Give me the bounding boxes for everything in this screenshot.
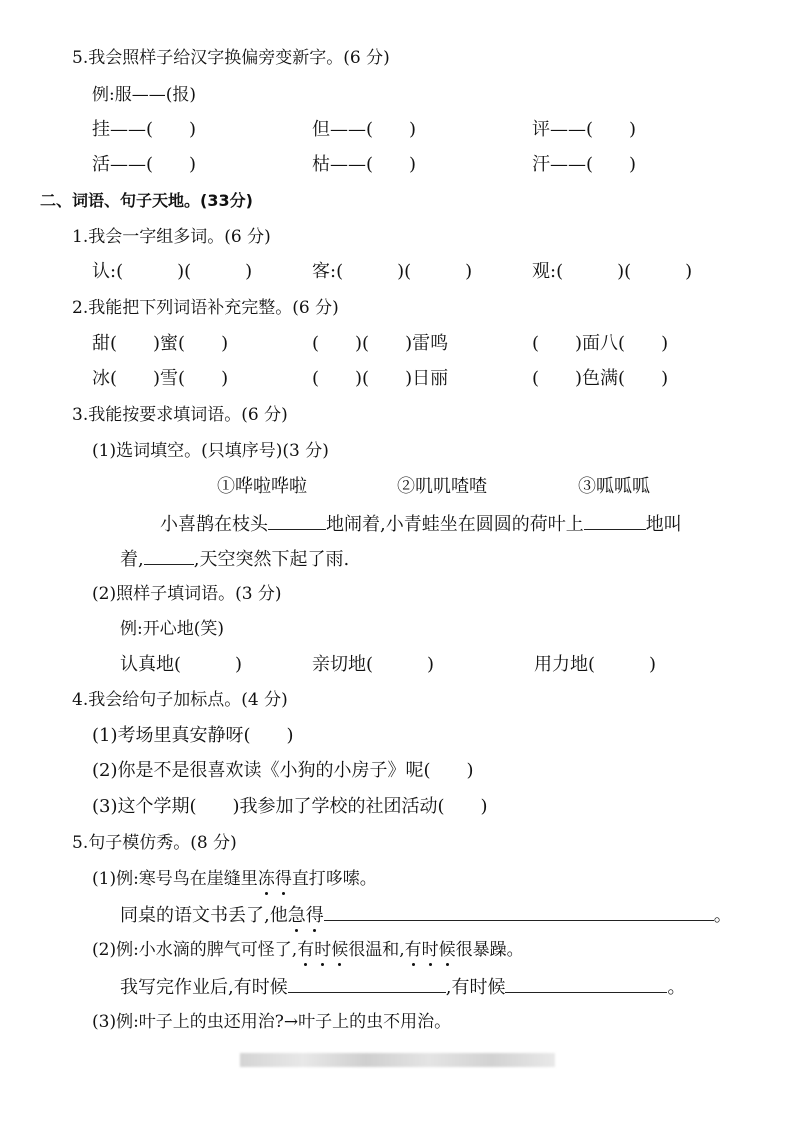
q5-fill1-dotted <box>288 905 324 926</box>
q3-option-3: ③呱呱呱 <box>578 476 650 497</box>
q4-item-3[interactable]: (3)这个学期( )我参加了学校的社团活动( ) <box>92 796 488 817</box>
q5-fill2-mid: ,有时候 <box>445 977 506 998</box>
q3-part2-item-2[interactable]: 亲切地( ) <box>312 654 435 675</box>
q3-sentence-e: ,天空突然下起了雨. <box>193 549 350 570</box>
q5-fill1-end: 。 <box>713 905 732 926</box>
q5-example-3-clip <box>0 1012 793 1030</box>
q5-top-example: 例:服——(报) <box>92 85 196 105</box>
q5-ex2-dotted-2 <box>405 940 456 960</box>
q5-ex2-dotted-1 <box>297 940 348 960</box>
emphasis-char: 候 <box>438 940 456 960</box>
emphasis-char: 急 <box>287 905 306 926</box>
q2-row1-c[interactable]: ( )面八( ) <box>532 333 669 354</box>
q5-fill1-blank[interactable] <box>324 904 714 921</box>
q5-item-5[interactable]: 枯——( ) <box>312 154 417 175</box>
q5-fill-2 <box>120 976 685 998</box>
q5-ex2-dot1-text <box>297 940 348 960</box>
q2-title: 2.我能把下列词语补充完整。(6 分) <box>72 298 339 318</box>
q5-ex2-dot2-text <box>405 940 456 960</box>
q2-row2-c[interactable]: ( )色满( ) <box>532 368 669 389</box>
q5-fill2-pre: 我写完作业后,有时候 <box>120 977 288 998</box>
q3-part2-title: (2)照样子填词语。(3 分) <box>92 584 282 604</box>
emphasis-char: 时 <box>421 940 439 960</box>
q2-row1-b[interactable]: ( )( )雷鸣 <box>312 333 449 354</box>
q5-fill2-blank-2[interactable] <box>505 976 667 993</box>
q5-ex2-pre: (2)例:小水滴的脾气可怪了, <box>92 940 298 960</box>
emphasis-char: 得 <box>274 869 292 889</box>
q5-example-1 <box>92 869 377 889</box>
emphasis-char: 得 <box>305 905 324 926</box>
q3-sentence-a: 小喜鹊在枝头 <box>160 514 268 535</box>
q5-example-2 <box>92 940 524 960</box>
q1-item-guan[interactable]: 观:( )( ) <box>532 261 693 282</box>
q5-ex2-mid: 很温和, <box>348 940 405 960</box>
q5-item-1[interactable]: 挂——( ) <box>92 119 197 140</box>
q3-blank-2[interactable] <box>584 513 646 530</box>
q3-blank-3[interactable] <box>144 548 194 565</box>
q5-ex1-post: 直打哆嗦。 <box>291 869 377 889</box>
q5-fill1-pre: 同桌的语文书丢了,他 <box>120 905 288 926</box>
q5-fill2-end: 。 <box>667 977 686 998</box>
q5-ex1-dot-text <box>258 869 292 889</box>
q3-part2-item-3[interactable]: 用力地( ) <box>534 654 657 675</box>
q5-example-3: (3)例:叶子上的虫还用治?→叶子上的虫不用治。 <box>92 1012 452 1030</box>
q1-title: 1.我会一字组多词。(6 分) <box>72 227 271 247</box>
q4-title: 4.我会给句子加标点。(4 分) <box>72 690 288 710</box>
q5-fill2-blank-1[interactable] <box>288 976 446 993</box>
q5-title: 5.句子模仿秀。(8 分) <box>72 833 237 853</box>
q3-blank-1[interactable] <box>268 513 326 530</box>
q4-item-1[interactable]: (1)考场里真安静呀( ) <box>92 725 294 746</box>
q3-sentence-d: 着, <box>120 549 144 570</box>
q1-item-ke[interactable]: 客:( )( ) <box>312 261 473 282</box>
q4-item-2[interactable]: (2)你是不是很喜欢读《小狗的小房子》呢( ) <box>92 760 474 781</box>
q3-part1-title: (1)选词填空。(只填序号)(3 分) <box>92 441 329 461</box>
q5-item-2[interactable]: 但——( ) <box>312 119 417 140</box>
q3-title: 3.我能按要求填词语。(6 分) <box>72 405 288 425</box>
q2-row2-a[interactable]: 冰( )雪( ) <box>92 368 229 389</box>
blurred-watermark-bar <box>240 1053 555 1067</box>
q2-row1-a[interactable]: 甜( )蜜( ) <box>92 333 229 354</box>
q5-item-4[interactable]: 活——( ) <box>92 154 197 175</box>
q3-sentence-line2 <box>120 548 349 570</box>
q5-ex1-pre: (1)例:寒号鸟在崖缝里 <box>92 869 258 889</box>
q1-item-ren[interactable]: 认:( )( ) <box>92 261 253 282</box>
q5-ex2-post: 很暴躁。 <box>455 940 524 960</box>
q3-sentence-b: 地闹着,小青蛙坐在圆圆的荷叶上 <box>326 514 584 535</box>
q3-part2-example: 例:开心地(笑) <box>120 619 224 639</box>
q5-item-3[interactable]: 评——( ) <box>532 119 637 140</box>
emphasis-char: 冻 <box>257 869 275 889</box>
emphasis-char: 有 <box>404 940 422 960</box>
q5-top-title: 5.我会照样子给汉字换偏旁变新字。(6 分) <box>72 48 390 68</box>
section2-title: 二、词语、句子天地。(33分) <box>40 191 253 210</box>
q5-fill1-dot-text <box>288 905 324 926</box>
emphasis-char: 时 <box>314 940 332 960</box>
q5-item-6[interactable]: 汗——( ) <box>532 154 637 175</box>
q3-option-2: ②叽叽喳喳 <box>397 476 487 497</box>
q2-row2-b[interactable]: ( )( )日丽 <box>312 368 449 389</box>
emphasis-char: 候 <box>331 940 349 960</box>
q5-ex1-dotted <box>258 869 292 889</box>
q3-sentence-c: 地叫 <box>645 514 682 535</box>
q3-part2-item-1[interactable]: 认真地( ) <box>120 654 243 675</box>
q3-option-1: ①哗啦哗啦 <box>217 476 307 497</box>
q3-sentence-line1 <box>160 513 682 535</box>
q5-fill-1 <box>120 904 732 926</box>
emphasis-char: 有 <box>297 940 315 960</box>
